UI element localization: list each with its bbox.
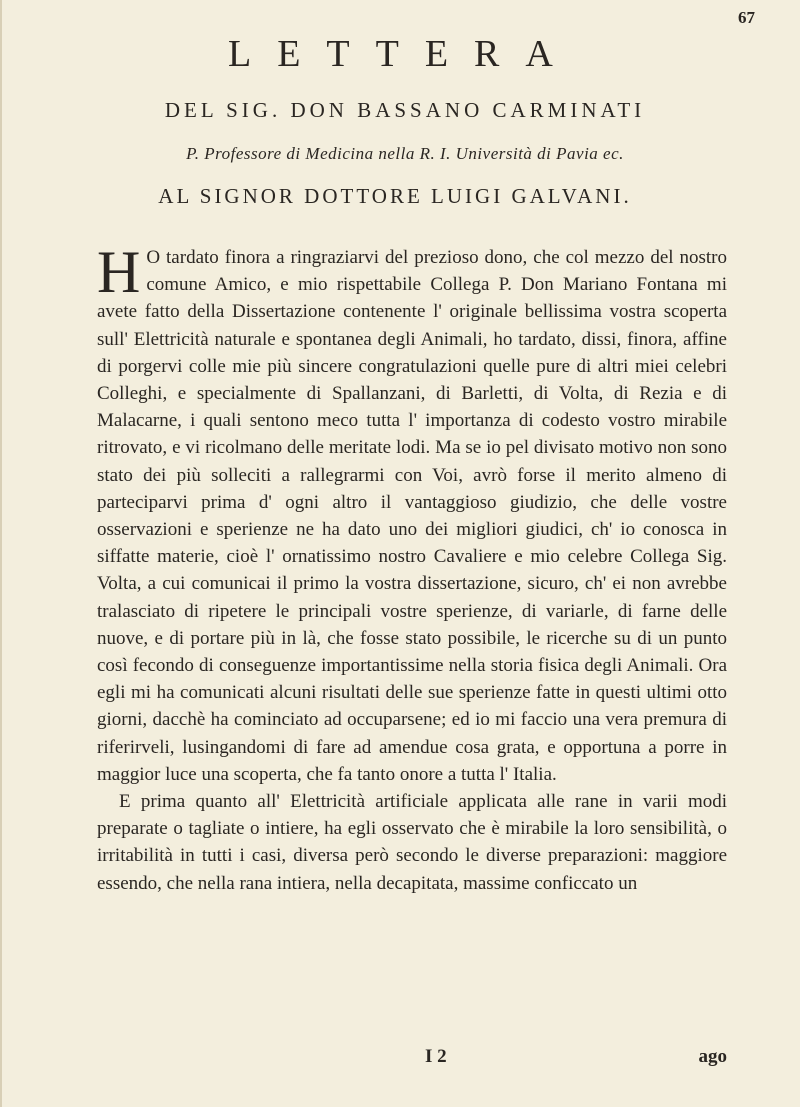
catchword: ago [698,1046,727,1067]
paragraph-1 [97,239,727,788]
letter-title: LETTERA [228,33,579,75]
paragraph-2: E prima quanto all' Elettricità artificiale applicata alle rane in varii modi preparate o tagliate o intiere, ha egli osservato che è mirabile la loro sensibilità, o irritabilità in tutti i casi, diversa però secondo le diverse preparazioni: maggiore essendo, che nella rana intiera, nella decapitata, massime conficcato un [97,791,727,894]
author-role-line: P. Professore di Medicina nella R. I. Università di Pavia ec. [186,144,624,163]
drop-cap: H [97,239,141,305]
signature-mark: I 2 [425,1046,447,1067]
letter-body [97,239,727,897]
addressee-line: AL SIGNOR DOTTORE LUIGI GALVANI. [158,184,632,208]
author-line: DEL SIG. DON BASSANO CARMINATI [164,98,646,122]
page-edge [0,0,2,1107]
page-number: 67 [738,8,755,27]
paragraph-1-text: O tardato finora a ringraziarvi del prezioso dono, che col mezzo del nostro comune Amico, e mio rispettabile Collega P. Don Mariano Fontana mi avete fatto della Dissertazione contenente l' originale bellissima vostra scoperta sull' Elettricità naturale e spontanea degli Animali, ho tardato, dissi, finora, affine di porgervi colle mie più sincere congratulazioni quelle pure di altri miei celebri Colleghi, e specialmente di Spallanzani, di Barletti, di Volta, di Rezia e di Malacarne, i quali sentono meco tutta l' importanza di codesto vostro mirabile ritrovato, e vi ricolmano delle meritate lodi. Ma se io pel divisato motivo non sono stato dei più solleciti a rallegrarmi con Voi, avrò forse il merito almeno di parteciparvi prima d' ogni altro il vantaggioso giudizio, che delle vostre osservazioni e sperienze ne ha dato uno dei migliori giudici, ch' io conosca in siffatte materie, cioè l' ornatissimo nostro Cavaliere e mio celebre Collega Sig. Volta, a cui comunicai il primo la vostra dissertazione, sicuro, ch' ei non avrebbe tralasciato di ripetere le principali vostre sperienze, di variarle, di farne delle nuove, e di portare più in là, che fosse stato possibile, le ricerche su di un punto così fecondo di conseguenze importantissime nella storia fisica degli Animali. Ora egli mi ha comunicati alcuni risultati delle sue sperienze fatte in questi ultimi otto giorni, dacchè ha cominciato ad occuparsene; ed io mi faccio una vera premura di riferirveli, lusingandomi di fare ad amendue cosa grata, e opportuna a porre in maggior luce una scoperta, che fa tanto onore a tutta l' Italia. [97,247,727,785]
